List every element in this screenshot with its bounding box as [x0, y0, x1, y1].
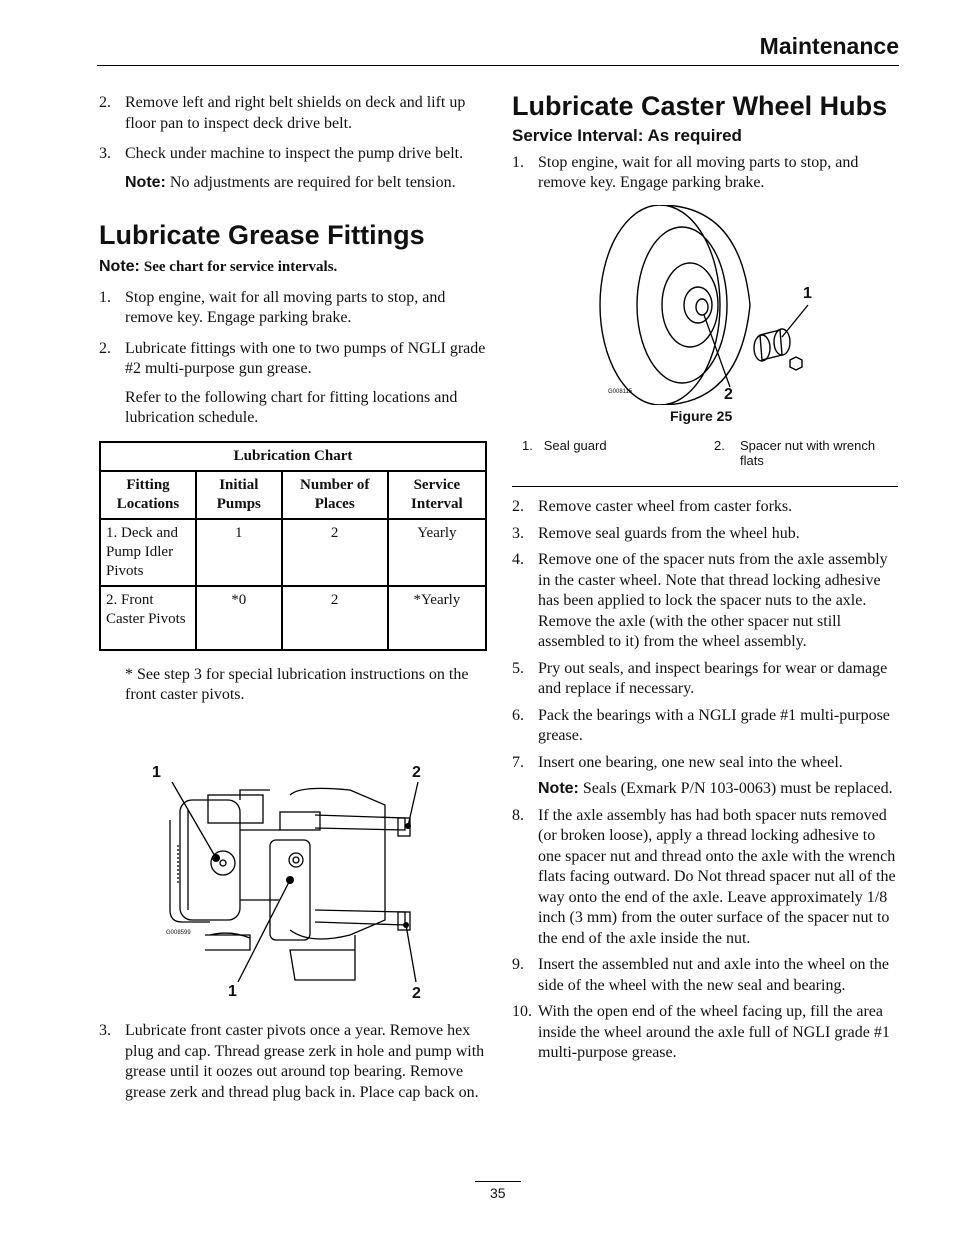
figure-divider — [512, 486, 898, 487]
table-caption: Lubrication Chart — [100, 442, 486, 471]
grease-fitting-marker — [212, 854, 220, 862]
note-service-intervals: Note: See chart for service intervals. — [99, 258, 338, 275]
callout-2-top: 2 — [412, 764, 421, 781]
lubrication-chart — [99, 441, 487, 651]
list-item: 7. Insert one bearing, one new seal into the wheel. — [512, 753, 843, 771]
footer-rule — [475, 1181, 521, 1182]
section-title-grease-fittings: Lubricate Grease Fittings — [99, 220, 425, 250]
list-item: 10. With the open end of the wheel facing up, fill the area inside the wheel around the axle full of NGLI grade #1 multi-purpose grease. — [512, 1003, 890, 1061]
grease-fitting-marker — [286, 876, 294, 884]
list-item: 2. Remove caster wheel from caster forks. — [512, 498, 793, 515]
table-cell: *Yearly — [388, 586, 486, 650]
table-cell: *0 — [196, 586, 282, 650]
table-row — [100, 519, 486, 586]
table-header-row — [100, 471, 486, 519]
table-cell: 2 — [282, 586, 388, 650]
figure-legend-item-1: 1. Seal guard — [522, 438, 607, 453]
list-item: 3. Lubricate front caster pivots once a year. Remove hex plug and cap. Thread grease zerk in hole and pump with grease until it oozes out around top bearing. Remove grease zerk and thread plug back in. Place cap back on. — [99, 1022, 485, 1101]
figure-legend-item-2: 2. Spacer nut with wrench flats — [714, 438, 876, 468]
caster-wheel-figure — [590, 205, 830, 405]
step-list-right-1 — [512, 153, 900, 194]
wheel-illustration — [590, 205, 830, 405]
note-belt-tension: Note: No adjustments are required for belt tension. — [125, 173, 456, 191]
table-cell: 2. Front Caster Pivots — [100, 586, 196, 650]
figure-code: G008599 — [166, 930, 191, 936]
callout-1-top: 1 — [152, 764, 161, 781]
page-header-title: Maintenance — [759, 33, 899, 59]
grease-fitting-figure — [150, 760, 440, 1005]
column-header: Initial Pumps — [196, 471, 282, 519]
list-item: 1. Stop engine, wait for all moving parts to stop, and remove key. Engage parking brake. — [512, 153, 859, 191]
header-rule — [97, 65, 899, 66]
step-list-top — [99, 93, 487, 165]
callout-2-bottom: 2 — [412, 985, 421, 1002]
step-list-right-3 — [512, 806, 900, 1064]
grease-fitting-marker — [403, 922, 409, 928]
table-cell: 1. Deck and Pump Idler Pivots — [100, 519, 196, 586]
section-title-caster-hubs: Lubricate Caster Wheel Hubs — [512, 91, 888, 121]
grease-fitting-marker — [405, 823, 411, 829]
left-column — [99, 93, 487, 706]
step-list-bottom — [99, 1021, 487, 1103]
table-footnote: * See step 3 for special lubrication instructions on the front caster pivots. — [125, 665, 469, 703]
chassis-illustration — [150, 760, 440, 1005]
list-item: 6. Pack the bearings with a NGLI grade #1 multi-purpose grease. — [512, 706, 890, 744]
callout-2: 2 — [724, 386, 733, 403]
refer-paragraph: Refer to the following chart for fitting locations and lubrication schedule. — [125, 388, 458, 426]
left-step3 — [99, 1021, 487, 1113]
list-item: 5. Pry out seals, and inspect bearings for wear or damage and replace if necessary. — [512, 659, 888, 697]
list-item: 3. Check under machine to inspect the pump drive belt. — [99, 145, 464, 162]
table-row — [100, 586, 486, 650]
list-item: 8. If the axle assembly has had both spacer nuts removed (or broken loose), apply a thread locking adhesive to one spacer nut and thread onto the axle with the wrench flats facing outward. Do Not thread spacer nut all of the way onto the end of the axle. Leave approximately 1/8 inch (3 mm) from the outer surface of the spacer nut to the end of the axle inside the nut. — [512, 806, 896, 947]
column-header: Service Interval — [388, 471, 486, 519]
right-column-steps — [512, 497, 900, 1074]
service-interval: Service Interval: As required — [512, 126, 742, 145]
callout-1: 1 — [803, 285, 812, 302]
column-header: Fitting Locations — [100, 471, 196, 519]
list-item: 2. Lubricate fittings with one to two pumps of NGLI grade #2 multi-purpose gun grease. — [99, 339, 486, 377]
figure-code: G008115 — [608, 389, 633, 395]
table-cell: 1 — [196, 519, 282, 586]
right-column — [512, 90, 900, 204]
list-item: 4. Remove one of the spacer nuts from the axle assembly in the caster wheel. Note that thread locking adhesive has been applied to lock the spacer nuts to the axle. Remove the axle (with the other spacer nut still assembled to it) from the wheel assembly. — [512, 551, 888, 650]
step-list-right-2 — [512, 497, 900, 773]
column-header: Number of Places — [282, 471, 388, 519]
table-cell: 2 — [282, 519, 388, 586]
list-item: 2. Remove left and right belt shields on deck and lift up floor pan to inspect deck drive belt. — [99, 94, 466, 132]
callout-1-bottom: 1 — [228, 983, 237, 1000]
figure-caption: Figure 25 — [670, 408, 733, 424]
list-item: 3. Remove seal guards from the wheel hub. — [512, 524, 800, 542]
list-item: 1. Stop engine, wait for all moving parts to stop, and remove key. Engage parking brake. — [99, 288, 446, 326]
table-cell: Yearly — [388, 519, 486, 586]
list-item: 9. Insert the assembled nut and axle into the wheel on the side of the wheel with the new seal and bearing. — [512, 956, 890, 994]
page-number: 35 — [490, 1185, 506, 1201]
step-list-mid — [99, 288, 487, 380]
note-seals: Note: Seals (Exmark P/N 103-0063) must be replaced. — [538, 780, 893, 797]
